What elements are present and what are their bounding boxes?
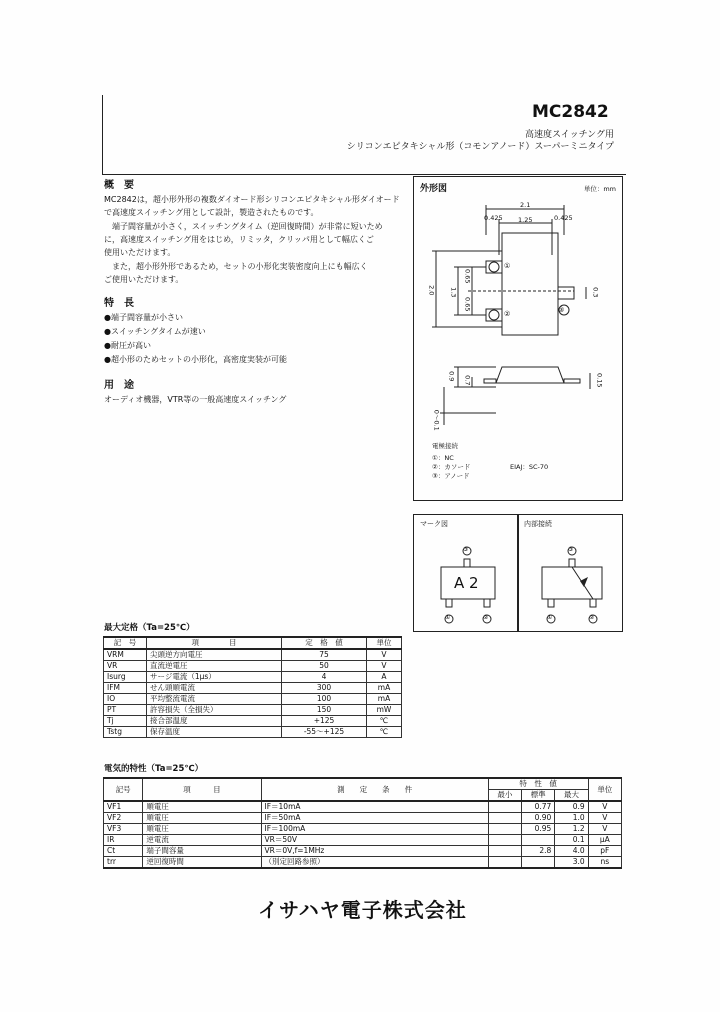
cell: 順電圧	[143, 813, 261, 824]
dim-0-65-top: 0.65	[463, 269, 472, 284]
dim-0-425-right: 0.425	[554, 214, 573, 222]
header-item: 項 目	[147, 637, 282, 649]
cell: IO	[104, 694, 147, 705]
header-value: 特 性 値	[488, 778, 588, 790]
overview-heading: 概 要	[104, 180, 134, 191]
cell: VR	[104, 661, 147, 672]
cell: Tj	[104, 716, 147, 727]
cell: （別定回路参照）	[261, 857, 488, 869]
cell: pF	[588, 846, 621, 857]
cell: 1.2	[555, 824, 588, 835]
mark-pin-3: ③	[463, 546, 469, 553]
pin-label-3: ③	[558, 306, 565, 314]
elec-chars-table	[103, 777, 622, 869]
cell: 接合部温度	[147, 716, 282, 727]
cell: VRM	[104, 649, 147, 661]
cell	[488, 857, 521, 869]
overview-line: 端子間容量が小さく，スイッチングタイム（逆回復時間）が非常に短いため	[104, 222, 383, 231]
table-row	[104, 835, 622, 846]
cell: ns	[588, 857, 621, 869]
table-row	[104, 846, 622, 857]
cell: 3.0	[555, 857, 588, 869]
pin-label-1: ①	[504, 262, 511, 270]
eiaj-code: EIAJ：SC-70	[510, 463, 549, 471]
overview-line: MC2842は，超小形外形の複数ダイオード形シリコンエピタキシャル形ダイオード	[104, 195, 400, 204]
table-row	[104, 813, 622, 824]
header-symbol: 記号	[104, 778, 143, 801]
cell: 300	[282, 683, 367, 694]
cell: 0.77	[522, 801, 555, 813]
dim-0-9: 0.9	[447, 371, 456, 382]
dim-0-65-bottom: 0.65	[463, 297, 472, 312]
max-ratings-title: 最大定格（Ta=25℃）	[104, 623, 195, 633]
dim-0-7: 0.7	[463, 375, 472, 386]
feature-item: ●端子間容量が小さい	[104, 313, 183, 322]
connection-1: ①：NC	[432, 454, 454, 462]
mark-drawing	[414, 515, 518, 631]
subheader-typ: 標準	[522, 790, 555, 802]
cell: 逆電流	[143, 835, 261, 846]
dim-0-0-1: 0～0.1	[432, 409, 441, 431]
dim-1-3: 1.3	[449, 287, 458, 298]
cell: 0.1	[555, 835, 588, 846]
header-item: 項 目	[143, 778, 261, 801]
cell: IR	[104, 835, 143, 846]
cell: せん頭順電流	[147, 683, 282, 694]
cell: 保存温度	[147, 727, 282, 738]
cell: 0.9	[555, 801, 588, 813]
dim-0-425-left: 0.425	[484, 214, 503, 222]
outline-drawing	[414, 177, 622, 500]
cell: trr	[104, 857, 143, 869]
cell: -55～+125	[282, 727, 367, 738]
connection-3: ③：アノード	[432, 472, 470, 480]
cell: μA	[588, 835, 621, 846]
outline-title: 外形図	[420, 184, 448, 194]
cell: 尖頭逆方向電圧	[147, 649, 282, 661]
table-row	[104, 801, 622, 813]
table-row	[104, 672, 402, 683]
cell: V	[588, 801, 621, 813]
header-condition: 測 定 条 件	[261, 778, 488, 801]
cell: 直流逆電圧	[147, 661, 282, 672]
subtitle-1: 高速度スイッチング用	[524, 130, 614, 140]
overview-line: また，超小形外形であるため，セットの小形化実装密度向上にも幅広く	[104, 262, 368, 271]
overview-line: 使用いただけます。	[104, 248, 176, 257]
cell: IF＝10mA	[261, 801, 488, 813]
company-name: イサハヤ電子株式会社	[258, 898, 467, 922]
connection-2: ②：カソード	[432, 463, 471, 471]
cell: 端子間容量	[143, 846, 261, 857]
cell: サージ電流（1μs）	[147, 672, 282, 683]
table-row	[104, 705, 402, 716]
internal-drawing	[518, 515, 622, 631]
mark-title: マーク図	[420, 520, 448, 528]
overview-line: に，高速度スイッチング用をはじめ，リミッタ，クリッパ用として幅広くご	[104, 235, 374, 244]
mark-code: A 2	[454, 574, 479, 592]
cell: 1.0	[555, 813, 588, 824]
table-row	[104, 694, 402, 705]
applications-text: オーディオ機器，VTR等の一般高速度スイッチング	[104, 395, 287, 404]
overview-line: ご使用いただけます。	[104, 275, 184, 284]
cell	[488, 801, 521, 813]
cell: Ct	[104, 846, 143, 857]
table-row	[104, 661, 402, 672]
cell: 逆回復時間	[143, 857, 261, 869]
feature-item: ●スイッチングタイムが速い	[104, 327, 206, 336]
internal-pin-2: ②	[589, 614, 595, 621]
cell: mA	[367, 694, 402, 705]
table-row	[104, 649, 402, 661]
cell: 2.8	[522, 846, 555, 857]
internal-pin-1: ①	[547, 614, 553, 621]
subheader-min: 最小	[488, 790, 521, 802]
header-bottom-rule	[102, 174, 626, 175]
cell: VF1	[104, 801, 143, 813]
connection-title: 電極接続	[432, 442, 458, 450]
cell: IF＝50mA	[261, 813, 488, 824]
outline-unit: 単位：mm	[583, 185, 616, 193]
cell: V	[367, 649, 402, 661]
cell: IF＝100mA	[261, 824, 488, 835]
cell	[488, 835, 521, 846]
subheader-max: 最大	[555, 790, 588, 802]
internal-box	[517, 514, 623, 632]
cell: 50	[282, 661, 367, 672]
table-row	[104, 683, 402, 694]
cell: VR＝0V,f=1MHz	[261, 846, 488, 857]
cell: A	[367, 672, 402, 683]
diode-arrow-icon	[580, 577, 588, 587]
cell	[522, 857, 555, 869]
cell: ℃	[367, 716, 402, 727]
table-row	[104, 824, 622, 835]
cell: V	[588, 813, 621, 824]
applications-heading: 用 途	[104, 380, 134, 391]
max-ratings-table	[103, 636, 402, 738]
feature-item: ●耐圧が高い	[104, 341, 151, 350]
cell: ℃	[367, 727, 402, 738]
cell: Isurg	[104, 672, 147, 683]
dim-1-25: 1.25	[518, 216, 533, 224]
header-left-rule	[102, 95, 103, 175]
cell: VR＝50V	[261, 835, 488, 846]
subtitle-2: シリコンエピタキシャル形（コモンアノード）スーパーミニタイプ	[346, 142, 614, 152]
cell: mA	[367, 683, 402, 694]
features-heading: 特 長	[104, 298, 134, 309]
table-row	[104, 857, 622, 869]
internal-title: 内部接続	[524, 520, 552, 528]
cell: 75	[282, 649, 367, 661]
cell: V	[367, 661, 402, 672]
part-number: MC2842	[532, 102, 609, 122]
mark-box	[413, 514, 519, 632]
cell: 順電圧	[143, 824, 261, 835]
cell: 4	[282, 672, 367, 683]
cell: VF2	[104, 813, 143, 824]
cell: V	[588, 824, 621, 835]
cell: 許容損失（全損失）	[147, 705, 282, 716]
cell: 順電圧	[143, 801, 261, 813]
cell: +125	[282, 716, 367, 727]
table-row	[104, 716, 402, 727]
cell: 平均整流電流	[147, 694, 282, 705]
outline-box	[413, 176, 623, 501]
table-row	[104, 727, 402, 738]
cell: 4.0	[555, 846, 588, 857]
cell: mW	[367, 705, 402, 716]
cell	[488, 824, 521, 835]
header-rating: 定 格 値	[282, 637, 367, 649]
cell: 0.90	[522, 813, 555, 824]
header-symbol: 記 号	[104, 637, 147, 649]
cell: VF3	[104, 824, 143, 835]
mark-pin-2: ②	[483, 614, 489, 621]
cell	[522, 835, 555, 846]
pin-label-2: ②	[504, 310, 511, 318]
cell: 0.95	[522, 824, 555, 835]
cell	[488, 813, 521, 824]
cell	[488, 846, 521, 857]
header-unit: 単位	[367, 637, 402, 649]
dim-2-0: 2.0	[427, 285, 436, 296]
dim-2-1: 2.1	[520, 201, 531, 209]
internal-pin-3: ③	[568, 546, 574, 553]
dim-0-3: 0.3	[591, 287, 600, 298]
cell: PT	[104, 705, 147, 716]
cell: 150	[282, 705, 367, 716]
overview-line: で高速度スイッチング用として設計，製造されたものです。	[104, 208, 319, 217]
cell: IFM	[104, 683, 147, 694]
dim-0-15: 0.15	[595, 373, 604, 388]
cell: 100	[282, 694, 367, 705]
cell: Tstg	[104, 727, 147, 738]
feature-item: ●超小形のためセットの小形化，高密度実装が可能	[104, 355, 287, 364]
mark-pin-1: ①	[445, 614, 451, 621]
header-unit: 単位	[588, 778, 621, 801]
elec-chars-title: 電気的特性（Ta=25℃）	[104, 764, 204, 774]
